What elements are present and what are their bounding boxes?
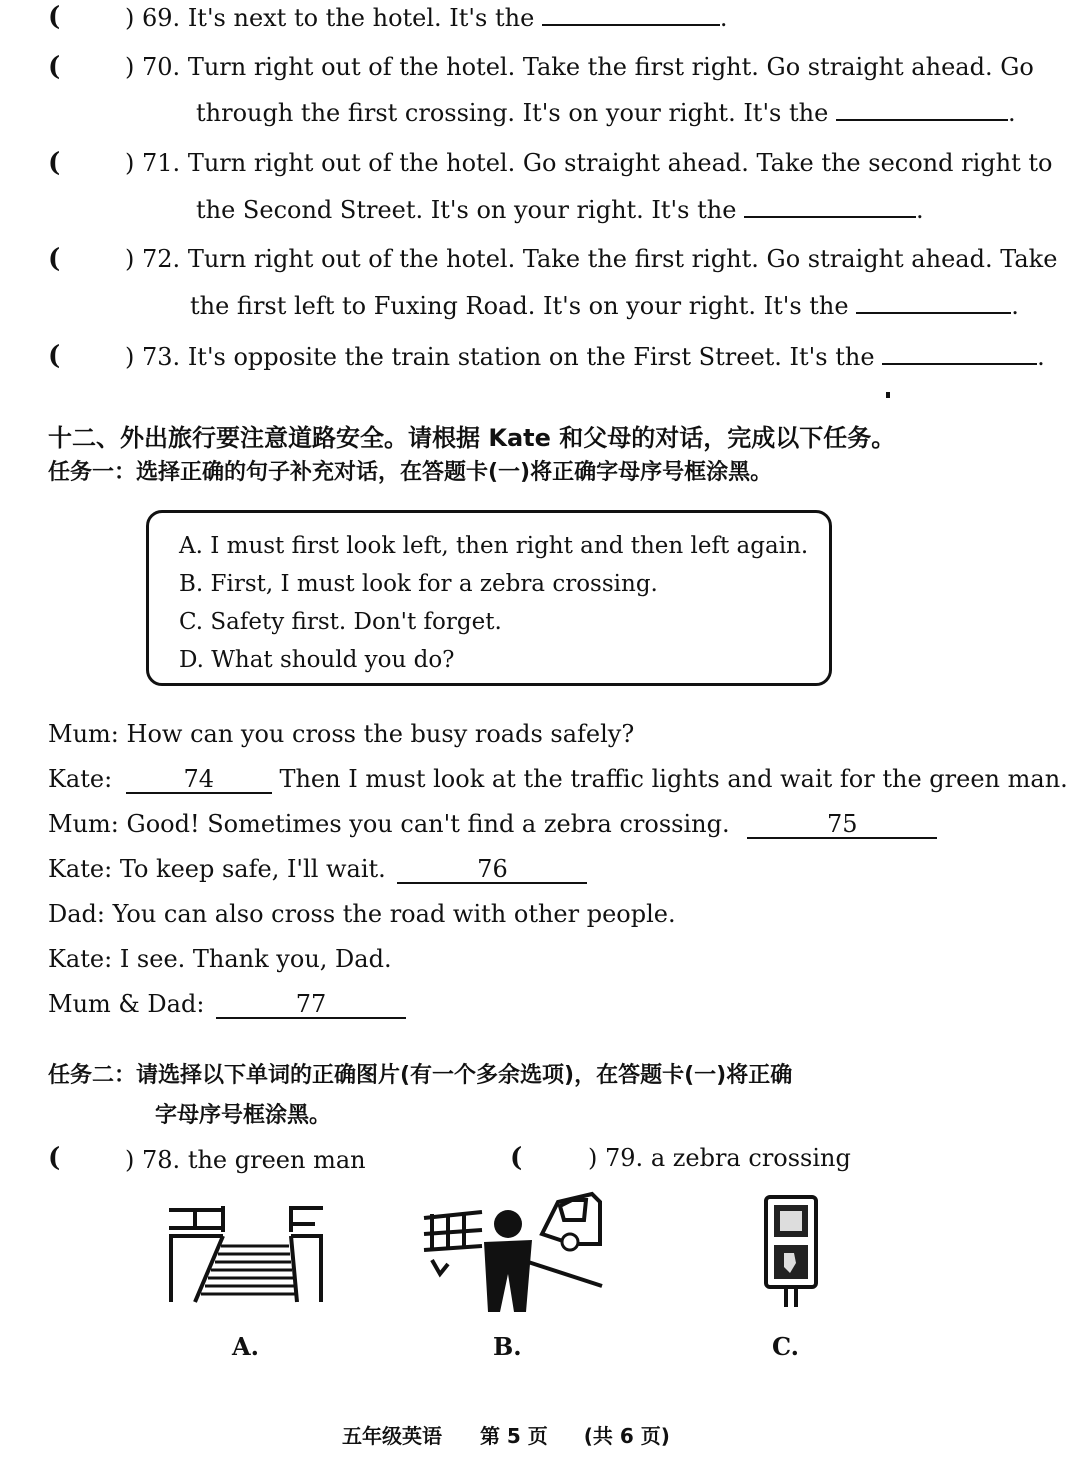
question-number: ) 73. [125,343,181,371]
answer-paren-69[interactable]: ( [48,2,61,32]
speaker: Mum: [48,810,119,838]
task-two-instruction: 任务二：请选择以下单词的正确图片(有一个多余选项)，在答题卡(一)将正确 [48,1063,793,1088]
speaker: Mum: [48,720,119,748]
answer-blank-77[interactable]: 77 [216,991,406,1019]
stray-mark [886,392,890,398]
footer-total: (共 6 页) [583,1424,670,1448]
answer-blank-74[interactable]: 74 [126,766,272,794]
question-text: It's opposite the train station on the First Street. It's the [187,343,875,371]
task-one-instruction: 任务一：选择正确的句子补充对话，在答题卡(一)将正确字母序号框涂黑。 [48,460,773,485]
question-number: ) 69. [125,4,181,32]
pedestrian-traffic-light-icon [762,1193,820,1309]
picture-label-c: C. [772,1332,800,1361]
dialogue-line [48,720,634,748]
question-text: Turn right out of the hotel. Take the first right. Go straight ahead. Take [187,245,1058,273]
task-two-instruction-cont: 字母序号框涂黑。 [155,1103,332,1128]
picture-label-a: A. [232,1332,259,1361]
answer-blank-75[interactable]: 75 [747,811,937,839]
line-text: I see. Thank you, Dad. [119,945,392,973]
line-text: How can you cross the busy roads safely? [126,720,635,748]
answer-blank[interactable] [836,97,1008,121]
line-text: You can also cross the road with other people. [112,900,676,928]
question-73: ) 73. It's opposite the train station on the First Street. It's the . [125,343,1045,371]
option-b: B. First, I must look for a zebra crossing. [179,571,658,597]
line-text: Good! Sometimes you can't find a zebra crossing. [126,810,730,838]
answer-paren-70[interactable]: ( [48,52,61,82]
speaker: Kate: [48,765,113,793]
option-a: A. I must first look left, then right and then left again. [179,533,809,559]
answer-blank[interactable] [856,290,1011,314]
line-text: To keep safe, I'll wait. [119,855,386,883]
question-number: ) 71. [125,149,181,177]
question-text: through the first crossing. It's on your right. It's the [196,99,829,127]
question-number: ) 70. [125,53,181,81]
question-text: Turn right out of the hotel. Take the first right. Go straight ahead. Go [187,53,1034,81]
question-78 [125,1145,366,1175]
speaker: Dad: [48,900,105,928]
question-79 [588,1143,851,1173]
question-number: ) 72. [125,245,181,273]
option-d: D. What should you do? [179,647,455,673]
answer-blank-76[interactable]: 76 [397,856,587,884]
dialogue-line [48,810,937,839]
line-text: Then I must look at the traffic lights and wait for the green man. [279,765,1068,793]
section-title: 十二、外出旅行要注意道路安全。请根据 Kate 和父母的对话，完成以下任务。 [48,424,896,452]
answer-paren-79[interactable]: ( [510,1143,523,1173]
speaker: Kate: [48,945,113,973]
question-text: It's next to the hotel. It's the [187,4,535,32]
answer-paren-71[interactable]: ( [48,148,61,178]
dialogue-line [48,765,1068,794]
zebra-crossing-icon [165,1198,327,1304]
question-69: ) 69. It's next to the hotel. It's the . [125,4,728,32]
answer-blank[interactable] [542,2,720,26]
speaker: Kate: [48,855,113,883]
footer-page: 第 5 页 [479,1424,548,1448]
question-71 [125,148,1052,178]
question-70-line2: through the first crossing. It's on your right. It's the . [196,99,1016,127]
answer-paren-78[interactable]: ( [48,1143,61,1173]
question-text: the green man [187,1146,366,1174]
dialogue-line [48,990,406,1019]
question-71-line2: the Second Street. It's on your right. It's the . [196,196,924,224]
answer-paren-72[interactable]: ( [48,244,61,274]
question-72 [125,244,1057,274]
option-c: C. Safety first. Don't forget. [179,609,502,635]
answer-blank[interactable] [744,194,916,218]
question-72-line2: the first left to Fuxing Road. It's on your right. It's the . [190,292,1019,320]
answer-blank[interactable] [882,341,1037,365]
question-70 [125,52,1034,82]
options-box [146,510,832,686]
dialogue-line [48,900,676,928]
answer-paren-73[interactable]: ( [48,341,61,371]
question-text: Turn right out of the hotel. Go straight ahead. Take the second right to [187,149,1053,177]
footer-grade: 五年级英语 [342,1424,442,1448]
question-number: ) 79. [588,1144,644,1172]
question-number: ) 78. [125,1146,181,1174]
speaker: Mum & Dad: [48,990,205,1018]
dialogue-line [48,855,587,884]
dialogue-line [48,945,392,973]
person-crossing-road-icon [422,1190,604,1314]
question-text: a zebra crossing [650,1144,851,1172]
question-text: the first left to Fuxing Road. It's on your right. It's the [190,292,849,320]
picture-label-b: B. [493,1332,522,1361]
question-text: the Second Street. It's on your right. It's the [196,196,737,224]
page-footer [342,1420,670,1449]
